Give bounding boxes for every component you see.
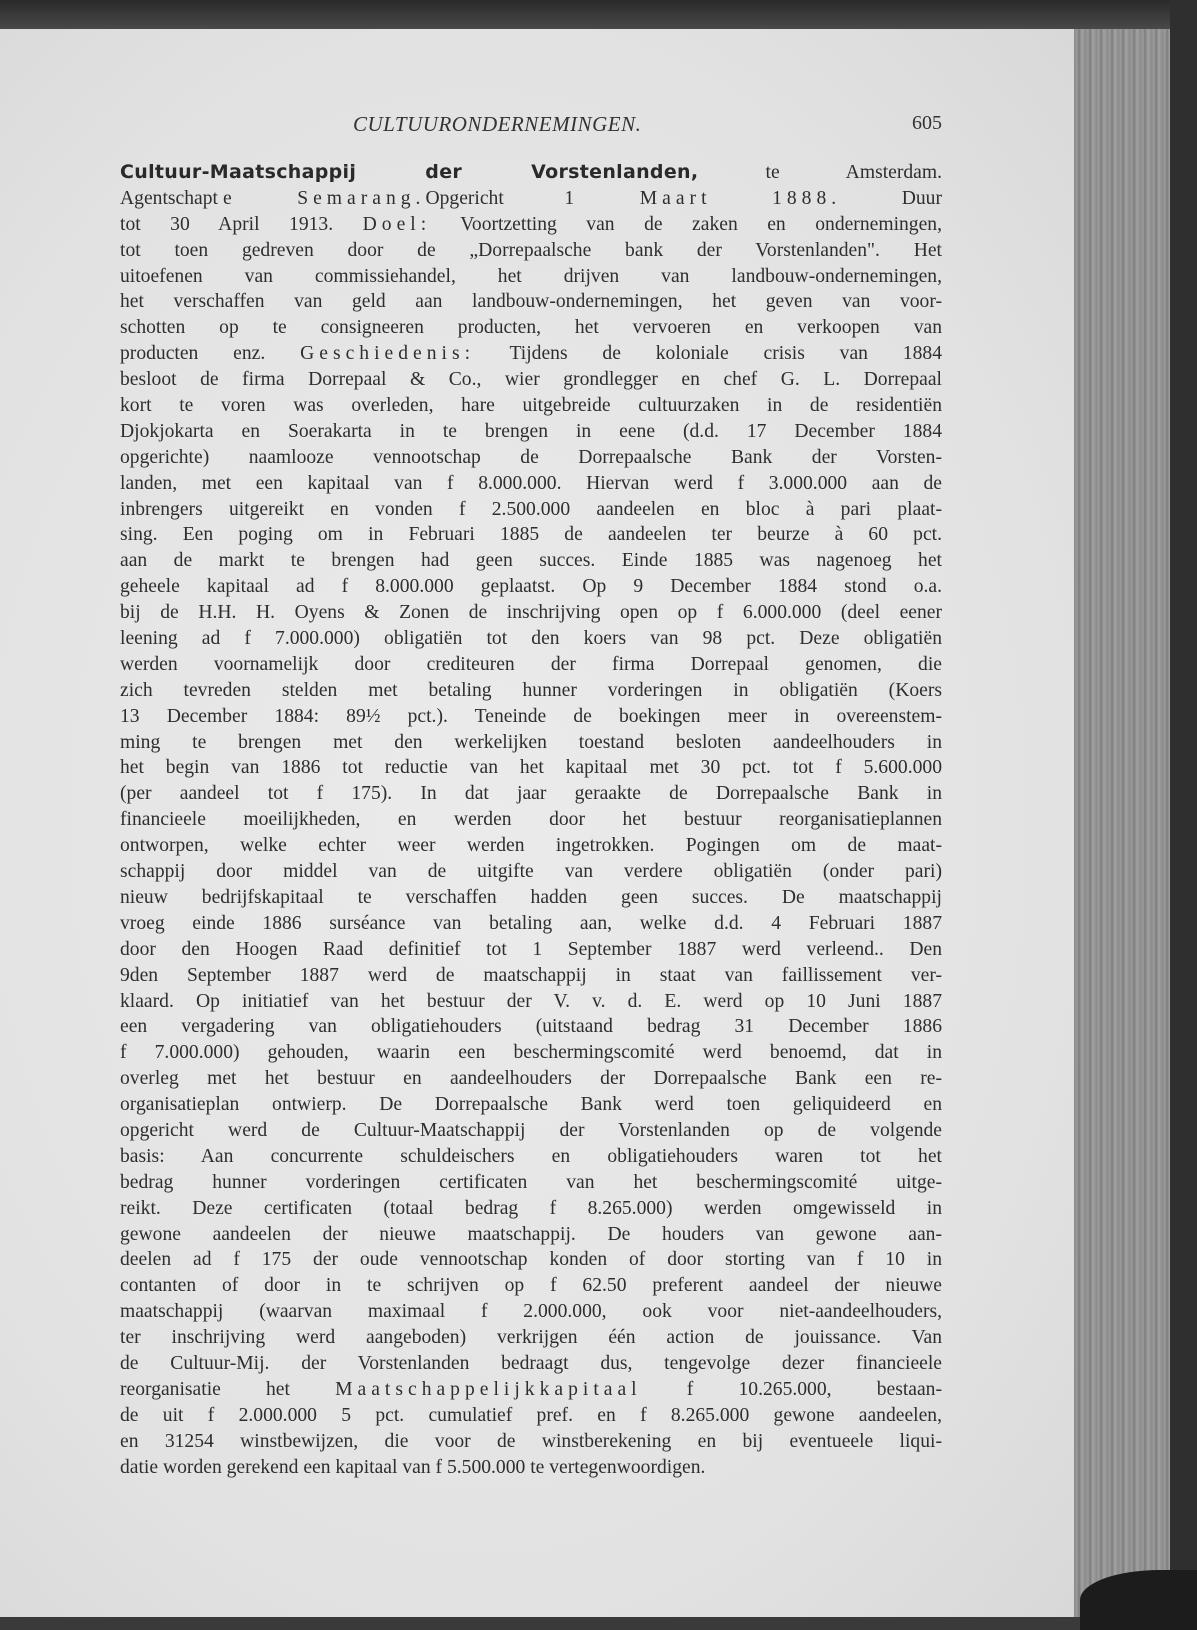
text-line — [120, 1066, 942, 1092]
text-line — [120, 678, 942, 704]
line-text: bedrag hunner vorderingen certificaten van het beschermingscomité uitge- — [120, 1171, 942, 1193]
line-text: 9den September 1887 werd de maatschappij in staat van faillissement ver- — [120, 964, 942, 986]
entry-location: te Amsterdam. — [698, 162, 942, 183]
book-cover-edge — [1170, 0, 1197, 1617]
text-line — [120, 911, 942, 937]
line-text: opgericht werd de Cultuur-Maatschappij der Vorstenlanden op de volgende — [120, 1119, 942, 1141]
spaced-term: Maatschappelijkkapitaal — [335, 1378, 642, 1400]
text-line — [120, 807, 942, 833]
line-text: deelen ad f 175 der oude vennootschap konden of door storting van f 10 in — [120, 1249, 942, 1271]
text-line — [120, 704, 942, 730]
line-text: de uit f 2.000.000 5 pct. cumulatief pref. en f 8.265.000 gewone aandeelen, — [120, 1404, 942, 1426]
line-text: een vergadering van obligatiehouders (uitstaand bedrag 31 December 1886 — [120, 1016, 942, 1038]
line-text: contanten of door in te schrijven op f 62.50 preferent aandeel der nieuwe — [120, 1275, 942, 1297]
line-text: 13 December 1884: 89½ pct.). Teneinde de boekingen meer in overeenstem- — [120, 705, 942, 727]
line-text: inbrengers uitgereikt en vonden f 2.500.000 aandeelen en bloc à pari plaat- — [120, 498, 942, 520]
text-line — [120, 393, 942, 419]
text-line — [120, 419, 942, 445]
line-text: tot 30 April 1913. — [120, 213, 363, 235]
text-line — [120, 1429, 942, 1455]
line-text: schotten op te consigneeren producten, het vervoeren en verkoopen van — [120, 317, 942, 339]
line-text: Duur — [901, 187, 942, 209]
line-text: sing. Een poging om in Februari 1885 de aandeelen ter beurze à 60 pct. — [120, 524, 942, 546]
text-line — [120, 471, 942, 497]
text-line — [120, 289, 942, 315]
line-text: bij de H.H. H. Oyens & Zonen de inschrijving open op f 6.000.000 (deel eener — [120, 602, 942, 624]
line-text: werden voornamelijk door crediteuren der firma Dorrepaal genomen, die — [120, 653, 942, 675]
text-line — [120, 1170, 942, 1196]
text-line — [120, 1040, 942, 1066]
line-text: de Cultuur-Mij. der Vorstenlanden bedraagt dus, tengevolge dezer financieele — [120, 1352, 942, 1374]
text-line — [120, 497, 942, 523]
text-line — [120, 160, 942, 186]
text-line — [120, 238, 942, 264]
line-text: opgerichte) naamlooze vennootschap de Dorrepaalsche Bank der Vorsten- — [120, 446, 942, 468]
text-line — [120, 186, 942, 212]
text-line — [120, 989, 942, 1015]
text-line — [120, 367, 942, 393]
text-line — [120, 548, 942, 574]
text-line — [120, 652, 942, 678]
text-line — [120, 1222, 942, 1248]
text-line — [120, 315, 942, 341]
line-text: Tijdens de koloniale crisis van 1884 — [475, 343, 942, 365]
line-text: uitoefenen van commissiehandel, het drijven van landbouw-ondernemingen, — [120, 265, 942, 287]
text-line — [120, 1325, 942, 1351]
line-text: ontworpen, welke echter weer werden ingetrokken. Pogingen om de maat- — [120, 835, 942, 857]
page-edges-stack — [1074, 29, 1174, 1617]
text-line — [120, 522, 942, 548]
text-line — [120, 730, 942, 756]
line-text: kort te voren was overleden, hare uitgebreide cultuurzaken in de residentiën — [120, 395, 942, 417]
text-line — [120, 833, 942, 859]
text-line — [120, 755, 942, 781]
line-text: gewone aandeelen der nieuwe maatschappij. De houders van gewone aan- — [120, 1223, 942, 1245]
line-text: door den Hoogen Raad definitief tot 1 September 1887 werd verleend.. Den — [120, 938, 942, 960]
spaced-term: te Semarang. — [212, 187, 426, 209]
entry-title: Cultuur-Maatschappij der Vorstenlanden, — [120, 161, 699, 183]
line-text: geheele kapitaal ad f 8.000.000 geplaatst. Op 9 December 1884 stond o.a. — [120, 576, 942, 598]
line-text: nieuw bedrijfskapitaal te verschaffen hadden geen succes. De maatschappij — [120, 886, 942, 908]
text-line — [120, 1118, 942, 1144]
line-text: het begin van 1886 tot reductie van het kapitaal met 30 pct. tot f 5.600.000 — [120, 757, 942, 779]
line-text: het verschaffen van geld aan landbouw-ondernemingen, het geven van voor- — [120, 291, 942, 313]
text-line — [120, 600, 942, 626]
text-line — [120, 626, 942, 652]
line-text: leening ad f 7.000.000) obligatiën tot den koers van 98 pct. Deze obligatiën — [120, 628, 942, 650]
text-line — [120, 1455, 942, 1481]
line-text: producten enz. — [120, 343, 301, 365]
line-text: Opgericht — [425, 187, 504, 209]
text-line — [120, 859, 942, 885]
text-line — [120, 937, 942, 963]
spaced-term: Geschiedenis: — [300, 343, 476, 365]
text-line — [120, 445, 942, 471]
line-text: (per aandeel tot f 175). In dat jaar geraakte de Dorrepaalsche Bank in — [120, 783, 942, 805]
text-line — [120, 963, 942, 989]
spaced-term: 1 Maart 1888. — [503, 187, 902, 209]
running-title: CULTUURONDERNEMINGEN. — [353, 112, 642, 136]
text-line — [120, 885, 942, 911]
line-text: f 7.000.000) gehouden, waarin een beschermingscomité werd benoemd, dat in — [120, 1042, 942, 1064]
line-text: reorganisatie het — [120, 1378, 336, 1400]
line-text: ter inschrijving werd aangeboden) verkrijgen één action de jouissance. Van — [120, 1327, 942, 1349]
line-text: f 10.265.000, bestaan- — [641, 1378, 942, 1400]
line-text: financieele moeilijkheden, en werden door het bestuur reorganisatieplannen — [120, 809, 942, 831]
line-text: Agentschap — [120, 187, 213, 209]
text-line — [120, 1351, 942, 1377]
text-line — [120, 1273, 942, 1299]
text-line — [120, 1247, 942, 1273]
line-text: schappij door middel van de uitgifte van verdere obligatiën (onder pari) — [120, 861, 942, 883]
line-text: Djokjokarta en Soerakarta in te brengen in eene (d.d. 17 December 1884 — [120, 420, 942, 442]
text-line — [120, 212, 942, 238]
line-text: klaard. Op initiatief van het bestuur der V. v. d. E. werd op 10 Juni 1887 — [120, 990, 942, 1012]
scan-top-shadow — [0, 0, 1197, 30]
line-text: maatschappij (waarvan maximaal f 2.000.000, ook voor niet-aandeelhouders, — [120, 1301, 942, 1323]
text-line — [120, 341, 942, 367]
text-line — [120, 574, 942, 600]
line-text: vroeg einde 1886 surséance van betaling aan, welke d.d. 4 Februari 1887 — [120, 912, 942, 934]
text-line — [120, 1403, 942, 1429]
entry-lines — [120, 186, 942, 1481]
line-text: organisatieplan ontwierp. De Dorrepaalsche Bank werd toen geliquideerd en — [120, 1094, 942, 1116]
spaced-term: Doel: — [362, 213, 432, 235]
text-line — [120, 1196, 942, 1222]
page-number: 605 — [912, 112, 942, 134]
entry-body — [120, 160, 942, 1480]
line-text: Voortzetting van de zaken en ondernemingen, — [431, 213, 942, 235]
text-line — [120, 264, 942, 290]
line-text: basis: Aan concurrente schuldeischers en obligatiehouders waren tot het — [120, 1145, 942, 1167]
text-line — [120, 1144, 942, 1170]
line-text: besloot de firma Dorrepaal & Co., wier grondlegger en chef G. L. Dorrepaal — [120, 369, 942, 391]
line-text: landen, met een kapitaal van f 8.000.000. Hiervan werd f 3.000.000 aan de — [120, 472, 942, 494]
line-text: aan de markt te brengen had geen succes. Einde 1885 was nagenoeg het — [120, 550, 942, 572]
line-text: tot toen gedreven door de „Dorrepaalsche bank der Vorstenlanden". Het — [120, 239, 942, 261]
text-line — [120, 1377, 942, 1403]
line-text: reikt. Deze certificaten (totaal bedrag f 8.265.000) werden omgewisseld in — [120, 1197, 942, 1219]
text-line — [120, 781, 942, 807]
line-text: zich tevreden stelden met betaling hunner vorderingen in obligatiën (Koers — [120, 679, 942, 701]
text-line — [120, 1299, 942, 1325]
line-text: ming te brengen met den werkelijken toestand besloten aandeelhouders in — [120, 731, 942, 753]
text-line — [120, 1014, 942, 1040]
text-line — [120, 1092, 942, 1118]
running-head — [0, 110, 1074, 140]
line-text: datie worden gerekend een kapitaal van f 5.500.000 te vertegenwoordigen. — [120, 1456, 706, 1478]
line-text: en 31254 winstbewijzen, die voor de winstberekening en bij eventueele liqui- — [120, 1430, 942, 1452]
line-text: overleg met het bestuur en aandeelhouders der Dorrepaalsche Bank een re- — [120, 1068, 942, 1090]
